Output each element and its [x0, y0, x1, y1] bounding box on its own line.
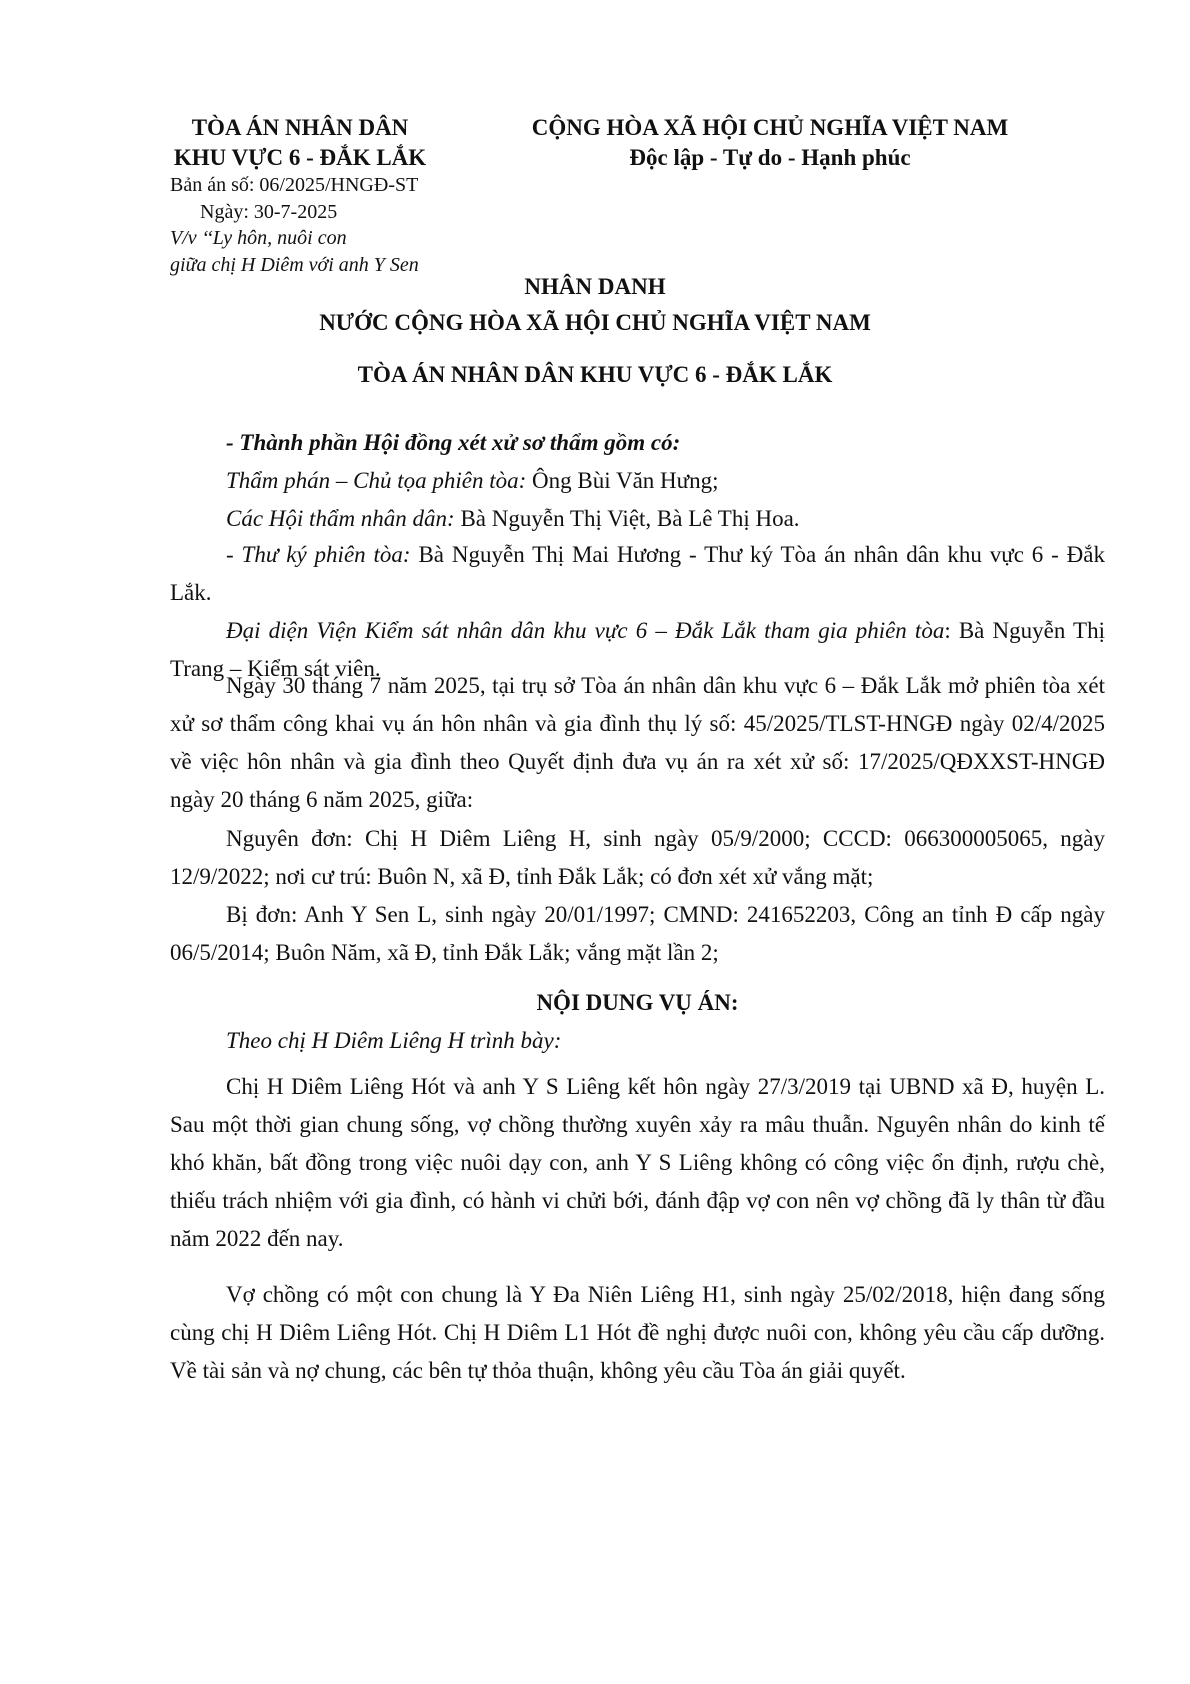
plaintiff-paragraph: Nguyên đơn: Chị H Diêm Liêng H, sinh ngày 05/9/2000; CCCD: 066300005065, ngày 12/9/2022; nơi cư trú: Buôn N, xã Đ, tỉnh Đắk Lắk; có đơn xét xử vắng mặt;: [170, 826, 1105, 889]
court-name-line2: KHU VỰC 6 - ĐẮK LẮK: [173, 145, 427, 170]
clerk-paragraph: [170, 536, 1105, 612]
content-paragraph-1: Chị H Diêm Liêng Hót và anh Y S Liêng kết hôn ngày 27/3/2019 tại UBND xã Đ, huyện L. Sau một thời gian chung sống, vợ chồng thường xuyên xảy ra mâu thuẫn. Nguyên nhân do kinh tế khó khăn, bất đồng trong việc nuôi dạy con, anh Y S Liêng không có công việc ổn định, rượu chè, thiếu trách nhiệm với gia đình, có hành vi chửi bới, đánh đập vợ con nên vợ chồng đã ly thân từ đầu năm 2022 đến nay.: [170, 1074, 1105, 1251]
panel-heading: [170, 424, 1105, 462]
case-content-section: [170, 984, 1105, 1390]
assessors-value: Bà Nguyễn Thị Việt, Bà Lê Thị Hoa.: [454, 506, 800, 531]
national-header: [505, 113, 1035, 173]
judge-value: Ông Bùi Văn Hưng;: [526, 468, 719, 493]
court-title: TÒA ÁN NHÂN DÂN KHU VỰC 6 - ĐẮK LẮK: [357, 362, 833, 387]
hearing-section: [170, 667, 1105, 819]
procuracy-label: Đại diện Viện Kiểm sát nhân dân khu vực 6 – Đắk Lắk tham gia phiên tòa: [226, 618, 945, 643]
hearing-paragraph: Ngày 30 tháng 7 năm 2025, tại trụ sở Tòa án nhân dân khu vực 6 – Đắk Lắk mở phiên tòa xét xử sơ thẩm công khai vụ án hôn nhân và gia đình thụ lý số: 45/2025/TLST-HNGĐ ngày 02/4/2025 về việc hôn nhân và gia đình theo Quyết định đưa vụ án ra xét xử số: 17/2025/QĐXXST-HNGĐ ngày 20 tháng 6 năm 2025, giữa:: [170, 673, 1105, 812]
content-paragraph-2: Vợ chồng có một con chung là Y Đa Niên Liêng H1, sinh ngày 25/02/2018, hiện đang sống cùng chị H Diêm Liêng Hót. Chị H Diêm L1 Hót đề nghị được nuôi con, không yêu cầu cấp dưỡng. Về tài sản và nợ chung, các bên tự thỏa thuận, không yêu cầu Tòa án giải quyết.: [170, 1282, 1105, 1383]
nation-title: CỘNG HÒA XÃ HỘI CHỦ NGHĨA VIỆT NAM: [531, 115, 1009, 140]
judge-label: Thẩm phán – Chủ tọa phiên tòa:: [226, 468, 527, 493]
in-name-title: NHÂN DANH: [524, 274, 666, 299]
procuracy-value: : Bà Nguyễn Thị Trang – Kiểm sát viên.: [170, 618, 1105, 681]
clerk-value: Bà Nguyễn Thị Mai Hương - Thư ký Tòa án nhân dân khu vực 6 - Đắk Lắk.: [170, 542, 1105, 605]
court-header: [150, 113, 450, 173]
clerk-label: Thư ký phiên tòa:: [241, 542, 411, 567]
court-name-line1: TÒA ÁN NHÂN DÂN: [191, 115, 409, 140]
republic-title: NƯỚC CỘNG HÒA XÃ HỘI CHỦ NGHĨA VIỆT NAM: [319, 310, 871, 335]
assessors-label: Các Hội thẩm nhân dân:: [226, 506, 455, 531]
case-date: Ngày: 30-7-2025: [200, 201, 338, 223]
according-to-line: Theo chị H Diêm Liêng H trình bày:: [226, 1028, 562, 1053]
clerk-prefix: -: [226, 542, 242, 567]
case-subject-line1: V/v ‘‘Ly hôn, nuôi con: [170, 227, 347, 249]
defendant-section: [170, 896, 1105, 972]
plaintiff-section: [170, 820, 1105, 896]
case-content-heading: NỘI DUNG VỤ ÁN:: [536, 990, 739, 1015]
nation-motto: Độc lập - Tự do - Hạnh phúc: [629, 145, 911, 170]
case-subject-line2: giữa chị H Diêm với anh Y Sen: [170, 254, 419, 276]
clerk-section: [170, 536, 1105, 688]
case-number: Bản án số: 06/2025/HNGĐ-ST: [170, 174, 419, 196]
panel-section: [170, 424, 1105, 538]
panel-heading-text: - Thành phần Hội đồng xét xử sơ thẩm gồm có:: [226, 430, 681, 455]
judge-line: [170, 462, 1105, 500]
defendant-paragraph: Bị đơn: Anh Y Sen L, sinh ngày 20/01/1997; CMND: 241652203, Công an tỉnh Đ cấp ngày 06/5/2014; Buôn Năm, xã Đ, tỉnh Đắk Lắk; vắng mặt lần 2;: [170, 902, 1105, 965]
assessors-line: [170, 500, 1105, 538]
